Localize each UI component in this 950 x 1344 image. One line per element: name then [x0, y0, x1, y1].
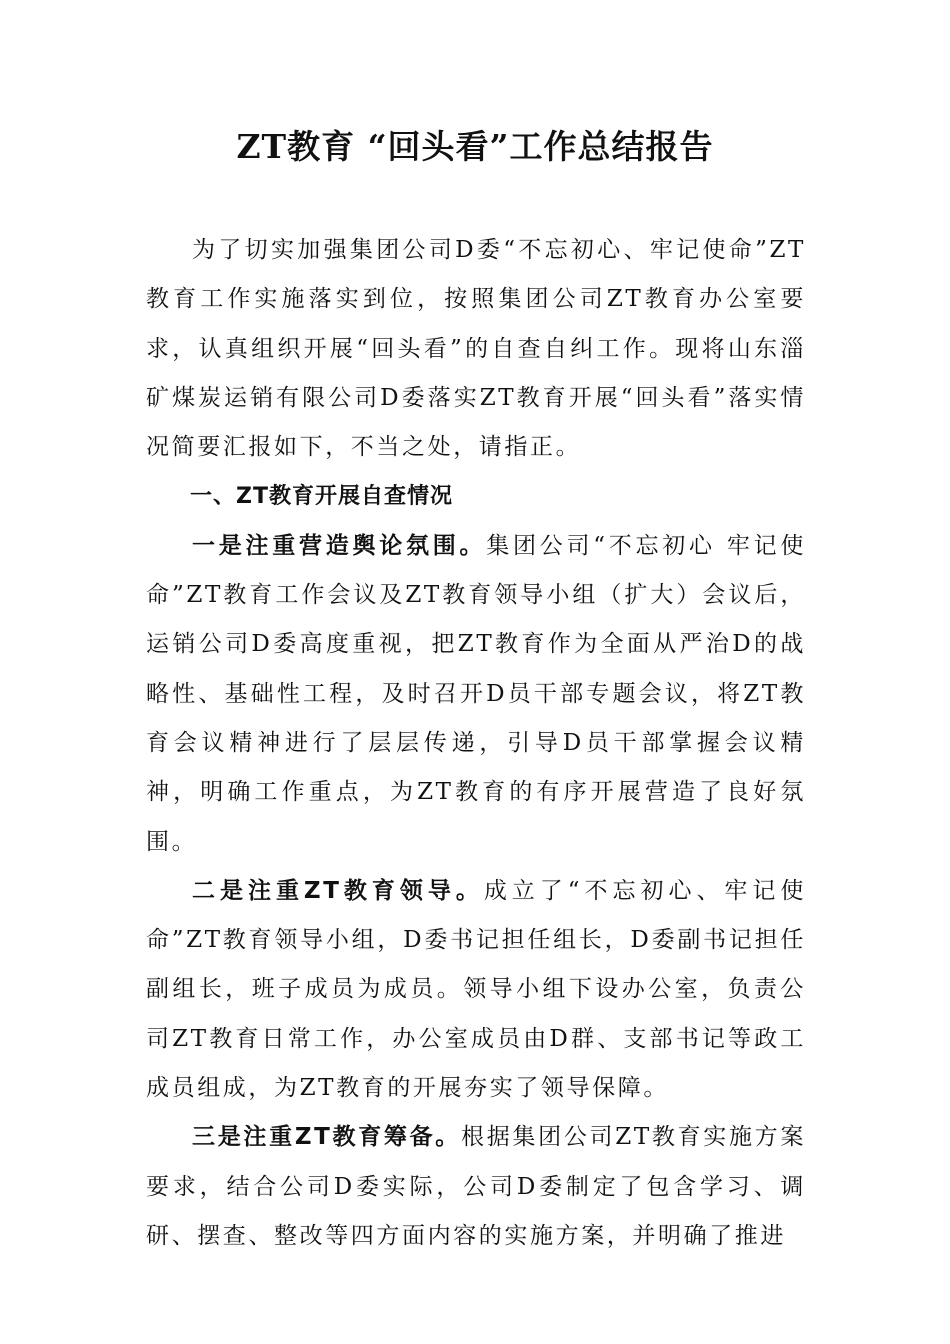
document-title: ZT教育 “回头看”工作总结报告 — [236, 127, 714, 166]
point-paragraph-1 — [146, 522, 806, 867]
intro-paragraph: 为了切实加强集团公司D委“不忘初心、牢记使命”ZT教育工作实施落实到位，按照集团公司ZT教育办公室要求，认真组织开展“回头看”的自查自纠工作。现将山东淄矿煤炭运销有限公司D委落实ZT教育开展“回头看”落实情况简要汇报如下，不当之处，请指正。 — [146, 237, 806, 461]
point-lead: 三是注重ZT教育筹备。 — [192, 1124, 462, 1151]
point-text: 集团公司“不忘初心 牢记使命”ZT教育工作会议及ZT教育领导小组（扩大）会议后，运销公司D委高度重视，把ZT教育作为全面从严治D的战略性、基础性工程，及时召开D员干部专题会议，将ZT教育会议精神进行了层层传递，引导D员干部掌握会议精神，明确工作重点，为ZT教育的有序开展营造了良好氛围。 — [146, 532, 806, 855]
point-paragraph-3 — [146, 1113, 806, 1261]
point-text: 成立了“不忘初心、牢记使命”ZT教育领导小组，D委书记担任组长，D委副书记担任副组长，班子成员为成员。领导小组下设办公室，负责公司ZT教育日常工作，办公室成员由D群、支部书记等政工成员组成，为ZT教育的开展夯实了领导保障。 — [146, 877, 806, 1102]
point-paragraph-2 — [146, 867, 806, 1113]
point-text: 根据集团公司ZT教育实施方案要求，结合公司D委实际，公司D委制定了包含学习、调研、摆查、整改等四方面内容的实施方案，并明确了推进 — [146, 1124, 806, 1249]
section-heading: 一、ZT教育开展自查情况 — [190, 484, 453, 510]
document-body — [146, 226, 806, 1261]
point-lead: 二是注重ZT教育领导。 — [192, 877, 484, 904]
point-lead: 一是注重营造舆论氛围。 — [192, 532, 487, 559]
